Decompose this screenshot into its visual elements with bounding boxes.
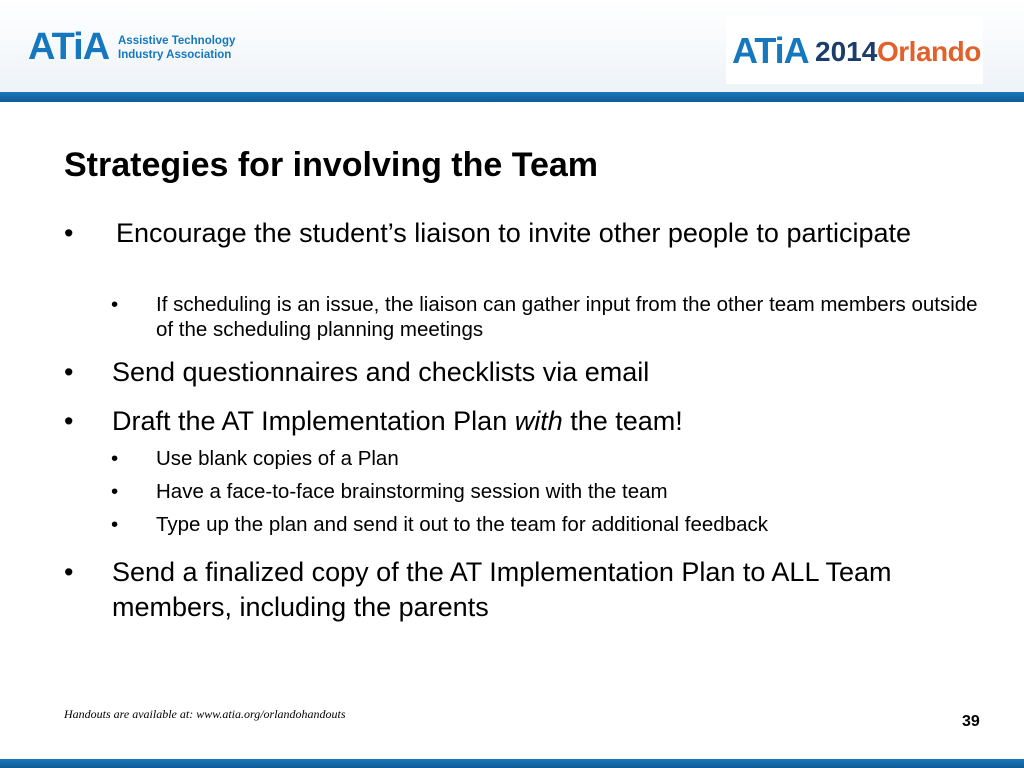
bullet-dot: • [111,293,119,316]
footer-divider-bar [0,759,1024,768]
conference-year: 2014 [815,36,878,67]
slide-title: Strategies for involving the Team [64,146,599,184]
atia-wordmark [28,26,109,69]
conference-city: Orlando [877,36,981,67]
bullet-dot: • [64,557,74,587]
bullet-text: Use blank copies of a Plan [156,447,399,470]
bullet-text: Send a finalized copy of the AT Implementation Plan to ALL Team members, including the parents [112,557,892,622]
atia-tagline-line1: Assistive Technology [118,35,236,47]
bullet-dot: • [64,406,74,436]
atia-conference-wordmark [732,30,809,72]
atia-wordmark-text: ATiA [28,26,110,68]
bullet-text-part: the team! [562,406,683,436]
bullet-text: Type up the plan and send it out to the team for additional feedback [156,513,769,536]
bullet-text: Encourage the student’s liaison to invite other people to participate [116,218,912,248]
bullet-dot: • [111,447,119,470]
bullet-text [112,404,912,439]
bullet-dot: • [64,218,74,248]
bullet-text-emphasis: with [514,406,563,436]
bullet-dot: • [64,357,74,387]
atia-tagline-line2: Industry Association [118,49,232,61]
bullet-text: If scheduling is an issue, the liaison can gather input from the other team members outside of the scheduling planning meetings [156,293,978,341]
handouts-note: Handouts are available at: www.atia.org/orlandohandouts [64,707,346,721]
atia-conference-wordmark-text: ATiA [732,30,809,71]
slide-header [0,0,1024,92]
bullet-dot: • [111,513,119,536]
bullet-dot: • [111,480,119,503]
page-number: 39 [962,713,980,730]
header-divider-bar [0,92,1024,102]
bullet-text-part: Draft the AT Implementation Plan [112,406,515,436]
bullet-text: Send questionnaires and checklists via email [112,357,650,387]
bullet-text: Have a face-to-face brainstorming session with the team [156,480,668,503]
atia-tagline [118,34,235,62]
atia-2014-orlando-logo [726,16,983,84]
